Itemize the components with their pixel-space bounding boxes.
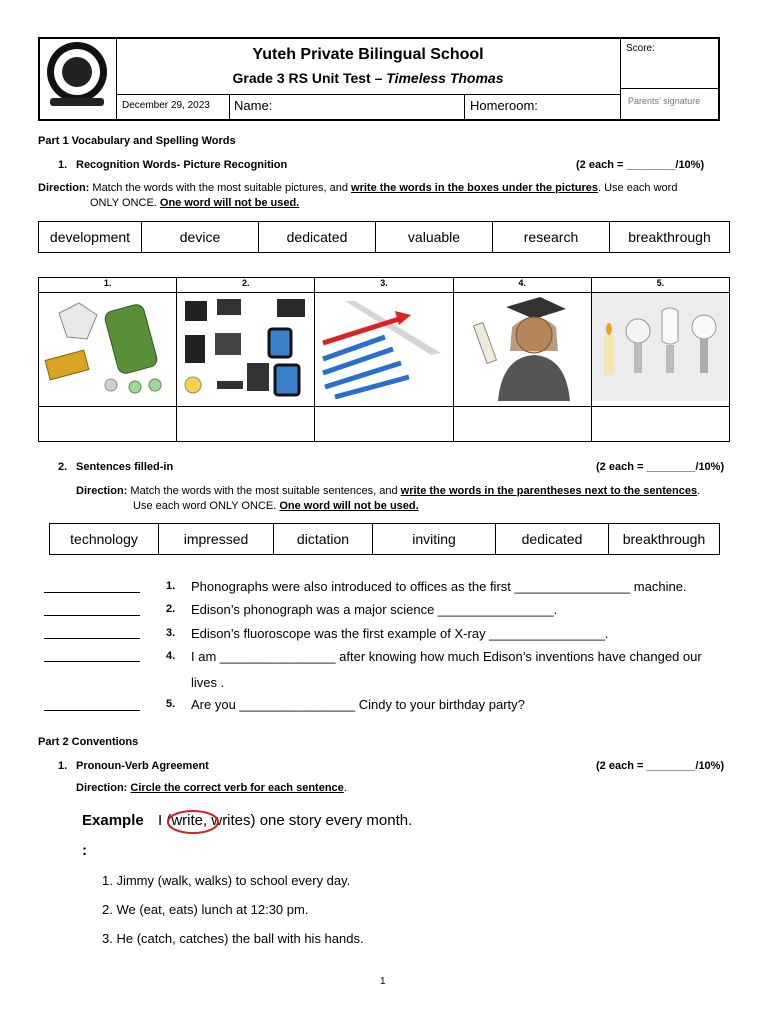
- school-name: Yuteh Private Bilingual School: [252, 46, 484, 63]
- homeroom-field[interactable]: Homeroom:: [470, 98, 538, 113]
- sentence-number: 3.: [166, 627, 176, 639]
- school-logo-emblem: [62, 57, 92, 87]
- header-divider: [229, 94, 230, 119]
- sentence-cont: lives .: [191, 675, 225, 690]
- answer-box[interactable]: [39, 407, 177, 442]
- picture-number: 5.: [591, 278, 729, 293]
- picture-light-bulbs: [591, 293, 729, 407]
- score-field[interactable]: Score:: [626, 43, 655, 54]
- answer-box[interactable]: [453, 407, 591, 442]
- word-bank-item: dedicated: [496, 524, 609, 555]
- answer-box[interactable]: [315, 407, 453, 442]
- sec2-number: 2.: [58, 461, 68, 473]
- header-divider: [620, 39, 621, 119]
- verb-item[interactable]: 2. We (eat, eats) lunch at 12:30 pm.: [102, 902, 309, 917]
- picture-devices: [177, 293, 315, 407]
- part2-sec1-number: 1.: [58, 760, 68, 772]
- sentence: Edison’s fluoroscope was the first example of X-ray ________________.: [191, 626, 609, 641]
- sentence-number: 5.: [166, 698, 176, 710]
- part2-direction: Direction: Circle the correct verb for each sentence.: [76, 782, 347, 794]
- answer-box[interactable]: [591, 407, 729, 442]
- sec2-title: Sentences filled-in: [76, 461, 174, 473]
- answer-blank[interactable]: [44, 661, 140, 662]
- red-circle-icon: [165, 808, 221, 836]
- picture-graduate: [453, 293, 591, 407]
- sec1-title: Recognition Words- Picture Recognition: [76, 159, 288, 171]
- sentence-number: 2.: [166, 603, 176, 615]
- header-divider: [116, 94, 620, 95]
- sec2-points: (2 each = ________/10%): [596, 461, 725, 473]
- word-bank-item: research: [493, 222, 610, 253]
- name-field[interactable]: Name:: [234, 98, 273, 113]
- header-divider: [620, 88, 718, 89]
- word-bank-item: impressed: [159, 524, 274, 555]
- school-logo-ribbon: [50, 98, 104, 106]
- sentence-number: 1.: [166, 580, 176, 592]
- picture-breakthrough-arrows: [315, 293, 453, 407]
- example-circled-word: write,: [171, 812, 207, 829]
- word-bank-item: technology: [50, 524, 159, 555]
- sentence-number: 4.: [166, 650, 176, 662]
- picture-table: [38, 277, 730, 442]
- picture-valuables: [39, 293, 177, 407]
- sec1-direction: Direction: Match the words with the most suitable pictures, and write the words in the boxes under the pictures. Use each word: [38, 182, 678, 194]
- word-bank-item: device: [142, 222, 259, 253]
- word-bank-item: valuable: [376, 222, 493, 253]
- page-number: 1: [380, 976, 386, 987]
- parents-signature-field[interactable]: Parents’ signature: [628, 96, 701, 106]
- part1-heading: Part 1 Vocabulary and Spelling Words: [38, 135, 236, 147]
- part2-heading: Part 2 Conventions: [38, 736, 139, 748]
- part2-sec1-points: (2 each = ________/10%): [596, 760, 725, 772]
- sentence: Phonographs were also introduced to offices as the first ________________ machine.: [191, 579, 687, 594]
- picture-number: 3.: [315, 278, 453, 293]
- part2-sec1-title: Pronoun-Verb Agreement: [76, 760, 209, 772]
- word-bank-item: inviting: [373, 524, 496, 555]
- picture-number: 1.: [39, 278, 177, 293]
- word-bank-item: dedicated: [259, 222, 376, 253]
- picture-number: 2.: [177, 278, 315, 293]
- sentence: Edison’s phonograph was a major science ________________.: [191, 602, 558, 617]
- word-bank-item: breakthrough: [610, 222, 730, 253]
- example-label: Example: [82, 812, 144, 829]
- sec1-direction-cont: ONLY ONCE. One word will not be used.: [90, 197, 300, 209]
- answer-blank[interactable]: [44, 638, 140, 639]
- word-bank-2: [49, 523, 720, 555]
- header-divider: [464, 94, 465, 119]
- example-sentence: I (write, writes) one story every month.: [158, 812, 412, 829]
- sec1-points: (2 each = ________/10%): [576, 159, 705, 171]
- answer-blank[interactable]: [44, 615, 140, 616]
- sec2-direction: Direction: Match the words with the most suitable sentences, and write the words in the parentheses next to the sentences.: [76, 485, 701, 497]
- sentence: I am ________________ after knowing how much Edison’s inventions have changed our: [191, 649, 702, 664]
- test-date: December 29, 2023: [122, 100, 210, 111]
- answer-blank[interactable]: [44, 592, 140, 593]
- word-bank-item: development: [39, 222, 142, 253]
- answer-blank[interactable]: [44, 710, 140, 711]
- picture-number: 4.: [453, 278, 591, 293]
- verb-item[interactable]: 1. Jimmy (walk, walks) to school every day.: [102, 873, 351, 888]
- verb-item[interactable]: 3. He (catch, catches) the ball with his hands.: [102, 931, 364, 946]
- sentence: Are you ________________ Cindy to your birthday party?: [191, 697, 525, 712]
- answer-box[interactable]: [177, 407, 315, 442]
- word-bank-item: dictation: [274, 524, 373, 555]
- sec1-number: 1.: [58, 159, 68, 171]
- test-title: Grade 3 RS Unit Test – Timeless Thomas: [232, 70, 504, 86]
- sec2-direction-cont: Use each word ONLY ONCE. One word will not be used.: [133, 500, 419, 512]
- word-bank-1: [38, 221, 730, 253]
- word-bank-item: breakthrough: [609, 524, 720, 555]
- example-colon: :: [82, 842, 87, 859]
